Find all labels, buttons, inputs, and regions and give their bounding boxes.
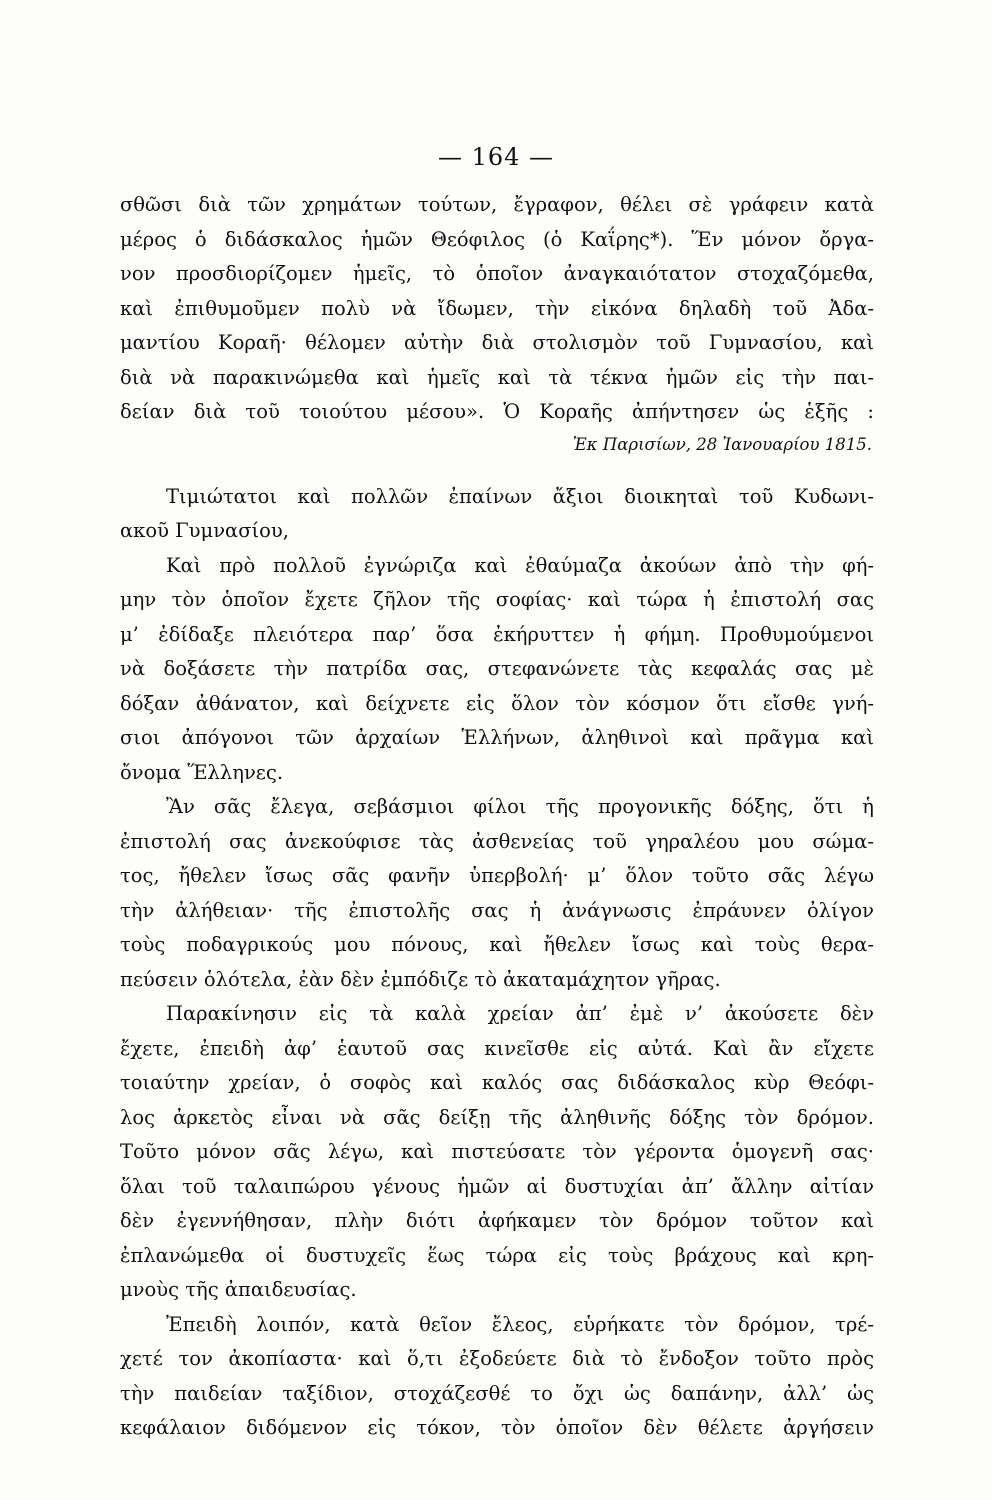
text-line: τοὺς ποδαγρικούς μου πόνους, καὶ ἤθελεν ἴσως καὶ τοὺς θερα-: [120, 933, 874, 956]
text-line: μαντίου Κοραῆ· θέλομεν αὐτὴν διὰ στολισμὸν τοῦ Γυμνασίου, καὶ: [120, 331, 874, 354]
text-line: Ἂν σᾶς ἔλεγα, σεβάσμιοι φίλοι τῆς προγονικῆς δόξης, ὅτι ἡ: [166, 795, 874, 818]
text-line: ὅλαι τοῦ ταλαιπώρου γένους ἡμῶν αἱ δυστυχίαι ἀπ’ ἄλλην αἰτίαν: [120, 1174, 874, 1198]
text-line: τὴν ἀλήθειαν· τῆς ἐπιστολῆς σας ἡ ἀνάγνωσις ἐπράυνεν ὀλίγον: [120, 898, 874, 922]
text-line: μνοὺς τῆς ἀπαιδευσίας.: [120, 1278, 357, 1301]
text-line: Τοῦτο μόνον σᾶς λέγω, καὶ πιστεύσατε τὸν γέροντα ὁμογενῆ σας·: [120, 1140, 874, 1163]
text-line: Καὶ πρὸ πολλοῦ ἐγνώριζα καὶ ἐθαύμαζα ἀκούων ἀπὸ τὴν φή-: [166, 553, 874, 577]
text-line: νον προσδιορίζομεν ἡμεῖς, τὸ ὁποῖον ἀναγκαιότατον στοχαζόμεθα,: [120, 262, 874, 285]
text-line: ὄνομα Ἕλληνες.: [120, 760, 284, 784]
text-line: τοιαύτην χρείαν, ὁ σοφὸς καὶ καλός σας διδάσκαλος κὺρ Θεόφι-: [120, 1071, 874, 1094]
paragraph-gap: [120, 466, 874, 480]
text-line: μ’ ἐδίδαξε πλειότερα παρ’ ὅσα ἐκήρυττεν ἡ φήμη. Προθυμούμενοι: [120, 622, 874, 646]
text-line: Ἐπειδὴ λοιπόν, κατὰ θεῖον ἔλεος, εὑρήκατε τὸν δρόμον, τρέ-: [166, 1312, 874, 1336]
text-line: δὲν ἐγεννήθησαν, πλὴν διότι ἀφήκαμεν τὸν δρόμον τοῦτον καὶ: [120, 1209, 874, 1232]
text-line: δόξαν ἀθάνατον, καὶ δείχνετε εἰς ὅλον τὸν κόσμον ὅτι εἴσθε γνή-: [120, 691, 874, 715]
text-line: ἔχετε, ἐπειδὴ ἀφ’ ἑαυτοῦ σας κινεῖσθε εἰς αὐτά. Καὶ ἂν εἴχετε: [120, 1036, 874, 1060]
text-line: διὰ νὰ παρακινώμεθα καὶ ἡμεῖς καὶ τὰ τέκνα ἡμῶν εἰς τὴν παι-: [120, 365, 874, 389]
letter-dateline: Ἐκ Παρισίων, 28 Ἰανουαρίου 1815.: [572, 434, 872, 454]
text-line: ακοῦ Γυμνασίου,: [120, 519, 289, 542]
text-line: δείαν διὰ τοῦ τοιούτου μέσου». Ὁ Κοραῆς ἀπήντησεν ὡς ἑξῆς :: [120, 400, 874, 423]
text-line: σθῶσι διὰ τῶν χρημάτων τούτων, ἔγραφον, θέλει σὲ γράφειν κατὰ: [120, 193, 874, 216]
text-line: λος ἀρκετὸς εἶναι νὰ σᾶς δείξῃ τῆς ἀληθινῆς δόξης τὸν δρόμον.: [120, 1105, 874, 1129]
text-line: Τιμιώτατοι καὶ πολλῶν ἐπαίνων ἄξιοι διοικηταὶ τοῦ Κυδωνι-: [166, 484, 874, 508]
text-line: τὴν παιδείαν ταξίδιον, στοχάζεσθέ το ὄχι ὡς δαπάνην, ἀλλ’ ὡς: [120, 1381, 874, 1405]
text-line: Παρακίνησιν εἰς τὰ καλὰ χρείαν ἀπ’ ἐμὲ ν’ ἀκούσετε δὲν: [166, 1002, 874, 1025]
text-line: τος, ἤθελεν ἴσως σᾶς φανῆν ὑπερβολή· μ’ ὅλον τοῦτο σᾶς λέγω: [120, 864, 874, 887]
text-line: κεφάλαιον διδόμενον εἰς τόκον, τὸν ὁποῖον δὲν θέλετε ἀργήσειν: [120, 1416, 874, 1439]
page-number: — 164 —: [437, 143, 555, 171]
body-text: [120, 188, 874, 1446]
text-line: νὰ δοξάσετε τὴν πατρίδα σας, στεφανώνετε τὰς κεφαλάς σας μὲ: [120, 657, 874, 680]
text-line: ἐπλανώμεθα οἱ δυστυχεῖς ἕως τώρα εἰς τοὺς βράχους καὶ κρη-: [120, 1243, 874, 1267]
text-line: μέρος ὁ διδάσκαλος ἡμῶν Θεόφιλος (ὁ Καΐρης*). Ἕν μόνον ὄργα-: [120, 227, 874, 251]
text-line: σιοι ἀπόγονοι τῶν ἀρχαίων Ἑλλήνων, ἀληθινοὶ καὶ πρᾶγμα καὶ: [120, 726, 874, 749]
text-line: ἐπιστολή σας ἀνεκούφισε τὰς ἀσθενείας τοῦ γηραλέου μου σώμα-: [120, 829, 874, 853]
text-line: χετέ τον ἀκοπίαστα· καὶ ὅ,τι ἐξοδεύετε διὰ τὸ ἔνδοξον τοῦτο πρὸς: [120, 1347, 874, 1370]
text-line: καὶ ἐπιθυμοῦμεν πολὺ νὰ ἴδωμεν, τὴν εἰκόνα δηλαδὴ τοῦ Ἀδα-: [120, 296, 874, 320]
text-line: μην τὸν ὁποῖον ἔχετε ζῆλον τῆς σοφίας· καὶ τώρα ἡ ἐπιστολή σας: [120, 588, 874, 611]
text-line: πεύσειν ὁλότελα, ἐὰν δὲν ἐμπόδιζε τὸ ἀκαταμάχητον γῆρας.: [120, 967, 721, 991]
